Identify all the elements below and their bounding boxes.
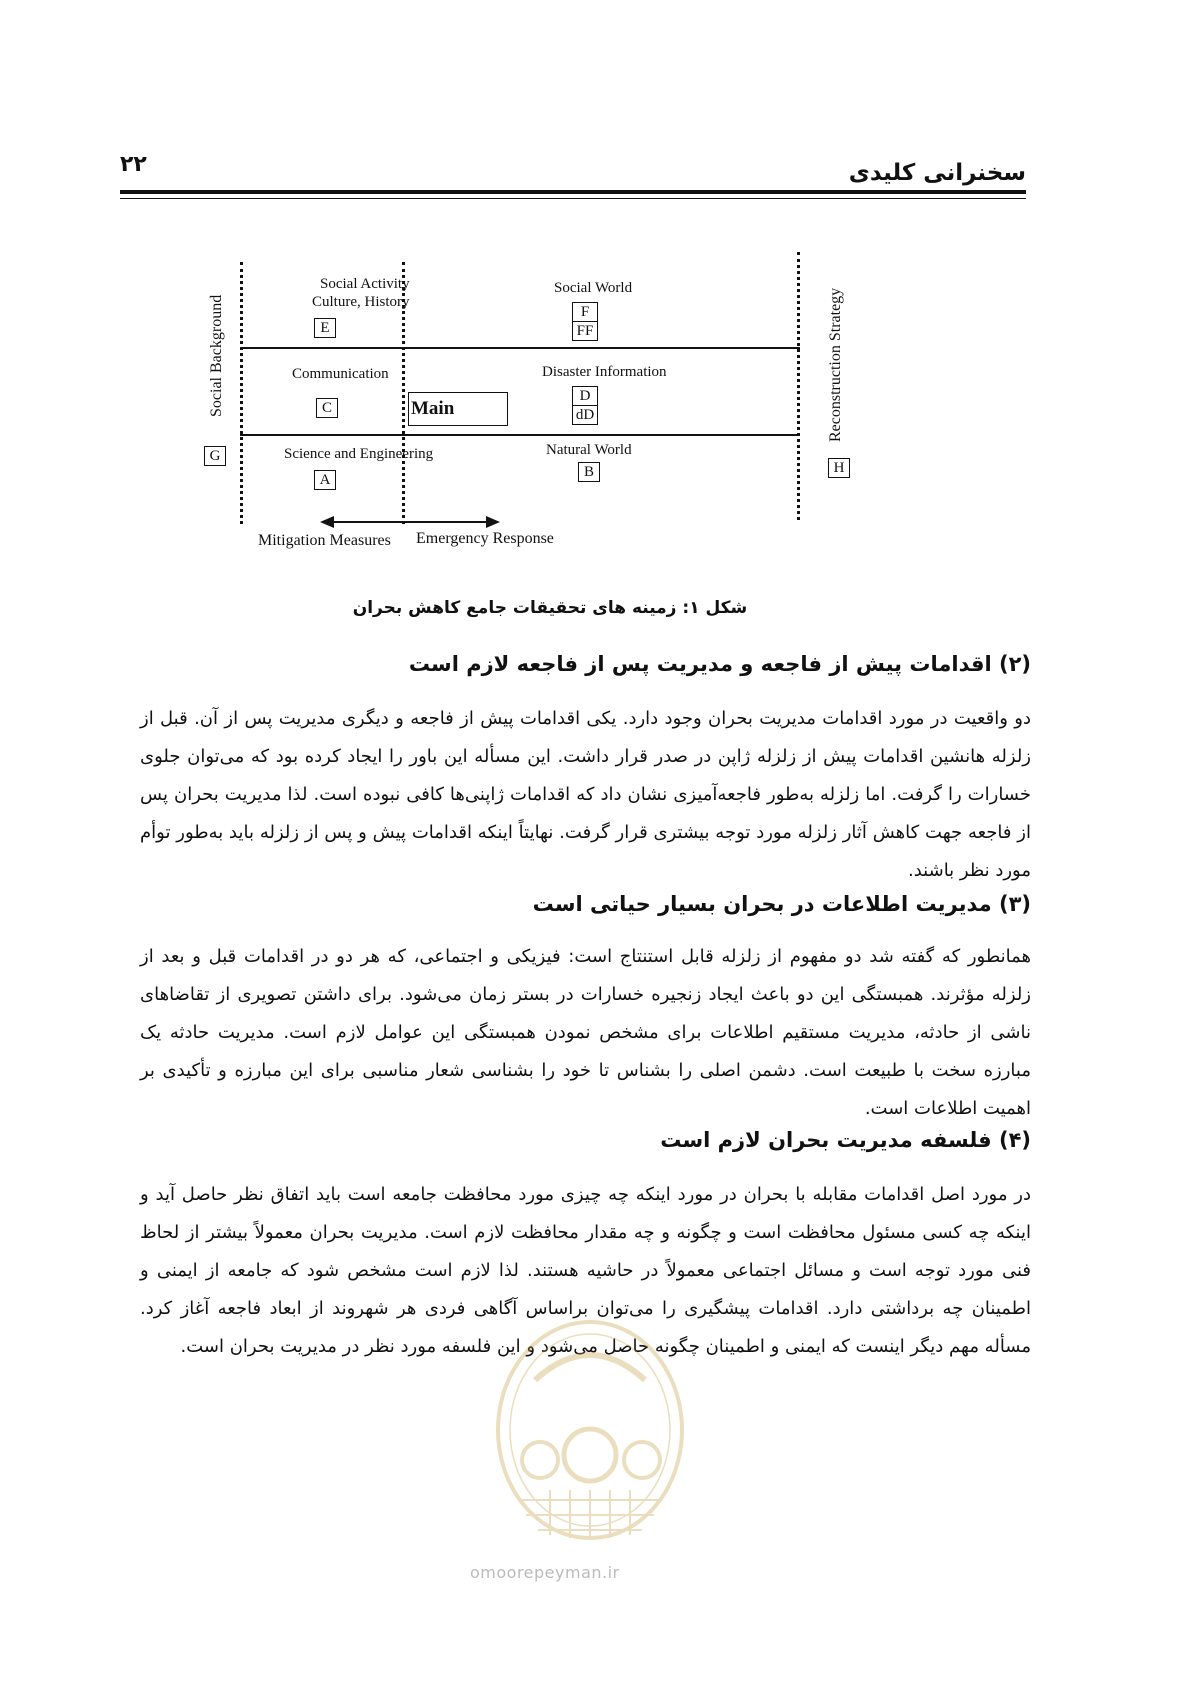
page-number: ۲۲ xyxy=(120,152,147,177)
section-heading-3: (۳) مدیریت اطلاعات در بحران بسیار حیاتی است xyxy=(532,892,1031,916)
running-title: سخنرانی کلیدی xyxy=(848,160,1026,186)
header-rule-thick xyxy=(120,190,1026,194)
box-d xyxy=(572,386,598,425)
watermark-url: omoorepeyman.ir xyxy=(470,1563,620,1582)
time-arrow xyxy=(320,512,500,532)
figure-caption: شکل ۱: زمینه های تحقیقات جامع کاهش بحران xyxy=(352,598,748,618)
section-heading-2: (۲) اقدامات پیش از فاجعه و مدیریت پس از فاجعه لازم است xyxy=(408,652,1031,676)
communication-text: Communication xyxy=(292,366,389,382)
emergency-response-label: Emergency Response xyxy=(416,530,554,547)
section-body-3: همانطور که گفته شد دو مفهوم از زلزله قابل استنتاج است: فیزیکی و اجتماعی، که هر دو در اقدامات قبل و بعد از زلزله مؤثرند. همبستگی این دو باعث ایجاد زنجیره خسارات در بستر زمان می‌شود. برای داشتن تصویری از تقاضاهای ناشی از حادثه، مدیریت مستقیم اطلاعات برای مشخص نمودن همبستگی این عوامل لازم است. مدیریت حادثه یک مبارزه سخت با طبیعت است. دشمن اصلی را بشناس تا خود را بشناسی شعار مناسبی برای این مبارزه و تأکیدی بر اهمیت اطلاعات است. xyxy=(140,946,1031,1119)
natural-world-text: Natural World xyxy=(546,442,632,458)
research-fields-diagram xyxy=(200,262,930,602)
divider-bottom xyxy=(240,434,800,436)
section-body-2: دو واقعیت در مورد اقدامات مدیریت بحران وجود دارد. یکی اقدامات پیش از فاجعه و دیگری مدیریت پس از آن. قبل از زلزله هانشین اقدامات پیش از زلزله ژاپن در صدر قرار داشت. این مسأله این باور را ایجاد کرده بود که می‌توان جلوی خسارات را گرفت. اما زلزله به‌طور فاجعه‌آمیزی نشان داد که اقدامات ژاپنی‌ها کافی نبوده است. لذا مدیریت بحران پس از فاجعه جهت کاهش آثار زلزله مورد توجه بیشتری قرار گرفت. نهایتاً اینکه اقدامات پیش و پس از زلزله باید به‌طور توأم مورد نظر باشند. xyxy=(140,708,1031,881)
culture-history-text: Culture, History xyxy=(312,294,410,310)
box-h: H xyxy=(828,458,850,478)
box-d-line1: D xyxy=(579,388,591,404)
box-g: G xyxy=(204,446,226,466)
box-f-line2: FF xyxy=(573,321,597,340)
mitigation-measures-label: Mitigation Measures xyxy=(258,532,391,549)
page-header xyxy=(120,150,1026,202)
header-rule-thin xyxy=(120,198,1026,199)
section-body-4: در مورد اصل اقدامات مقابله با بحران در مورد اینکه چه چیزی مورد محافظت جامعه است باید اتفاق نظر حاصل آید و اینکه چه کسی مسئول محافظت است و چگونه و چه مقدار محافظت لازم است. مدیریت بحران معمولاً بیشتر از لحاظ فنی مورد توجه است و مسائل اجتماعی معمولاً در حاشیه هستند. لذا لازم است مشخص شود که جامعه از ایمنی و اطمینان چه برداشتی دارد. اقدامات پیشگیری را می‌توان براساس آگاهی فردی هر شهروند از ابعاد فاجعه آغاز کرد. مسأله مهم دیگر اینست که ایمنی و اطمینان چگونه حاصل می‌شود و این فلسفه مورد نظر در مدیریت بحران است. xyxy=(140,1184,1031,1357)
section-heading-4: (۴) فلسفه مدیریت بحران لازم است xyxy=(660,1128,1031,1152)
box-e: E xyxy=(314,318,336,338)
box-main: Main xyxy=(408,392,508,426)
box-f-line1: F xyxy=(580,304,590,320)
box-f xyxy=(572,302,598,341)
divider-top xyxy=(240,347,800,349)
dotted-line-left xyxy=(240,262,243,524)
box-b: B xyxy=(578,462,600,482)
dotted-line-right xyxy=(797,252,800,520)
box-c: C xyxy=(316,398,338,418)
box-a: A xyxy=(314,470,336,490)
science-engineering-text: Science and Engineering xyxy=(284,446,434,462)
social-world-text: Social World xyxy=(554,280,633,296)
social-background-label: Social Background xyxy=(208,294,225,417)
watermark-seal xyxy=(490,1310,690,1560)
social-activity-text: Social Activity xyxy=(320,276,410,292)
reconstruction-strategy-label: Reconstruction Strategy xyxy=(827,287,844,442)
box-d-line2: dD xyxy=(573,405,597,424)
disaster-information-text: Disaster Information xyxy=(542,364,667,380)
